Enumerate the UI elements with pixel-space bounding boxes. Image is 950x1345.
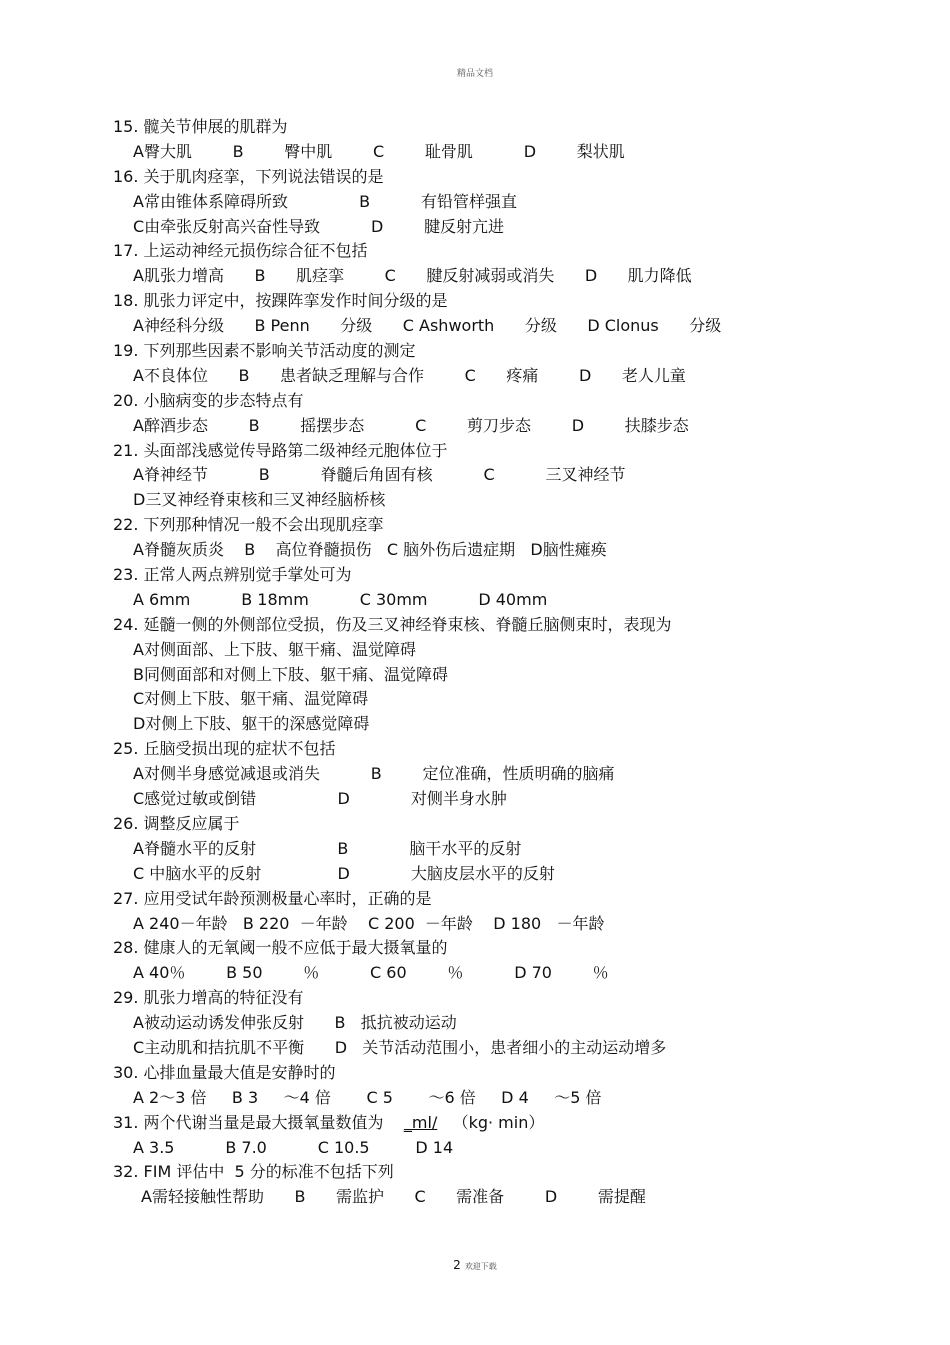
answer-options: D对侧上下肢、躯干的深感觉障碍 [133, 714, 370, 734]
answer-options: A被动运动诱发伸张反射 B 抵抗被动运动 [133, 1013, 457, 1033]
answer-blank: _ml/ [403, 1112, 438, 1132]
answer-options: A肌张力增高 B 肌痉挛 C 腱反射减弱或消失 D 肌力降低 [133, 266, 692, 286]
answer-options: A神经科分级 B Penn 分级 C Ashworth 分级 D Clonus 分级 [133, 316, 722, 336]
answer-options: A 40％ B 50 ％ C 60 ％ D 70 ％ [133, 963, 609, 983]
footer-note: 欢迎下载 [464, 1262, 497, 1271]
question-stem: 15. 髋关节伸展的肌群为 [113, 117, 288, 136]
answer-options: A 3.5 B 7.0 C 10.5 D 14 [133, 1137, 454, 1157]
answer-options: C感觉过敏或倒错 D 对侧半身水肿 [133, 789, 507, 809]
question-stem: 22. 下列那种情况一般不会出现肌痉挛 [113, 515, 384, 535]
answer-options: D三叉神经脊束核和三叉神经脑桥核 [133, 490, 386, 510]
answer-options: B同侧面部和对侧上下肢、躯干痛、温觉障碍 [133, 664, 448, 684]
page-number: 2 [453, 1258, 461, 1272]
question-stem: 27. 应用受试年龄预测极量心率时，正确的是 [113, 888, 432, 908]
question-stem: 21. 头面部浅感觉传导路第二级神经元胞体位于 [113, 440, 448, 460]
answer-options: A对侧半身感觉减退或消失 B 定位准确，性质明确的脑痛 [133, 764, 615, 784]
page-header: 精品文档 [456, 69, 493, 79]
question-stem: 28. 健康人的无氧阈一般不应低于最大摄氧量的 [113, 938, 448, 958]
answer-options: C 中脑水平的反射 D 大脑皮层水平的反射 [133, 863, 555, 883]
question-stem: 19. 下列那些因素不影响关节活动度的测定 [113, 341, 416, 361]
answer-options: C由牵张反射高兴奋性导致 D 腱反射亢进 [133, 216, 505, 236]
answer-options: A 2～3 倍 B 3 ～4 倍 C 5 ～6 倍 D 4 ～5 倍 [133, 1087, 602, 1107]
question-stem: 16. 关于肌肉痉挛，下列说法错误的是 [113, 166, 384, 186]
question-list [113, 115, 873, 1210]
answer-options: A脊髓水平的反射 B 脑干水平的反射 [133, 838, 522, 858]
answer-options: A常由锥体系障碍所致 B 有铅管样强直 [133, 191, 517, 211]
answer-options: A醉酒步态 B 摇摆步态 C 剪刀步态 D 扶膝步态 [133, 415, 689, 435]
answer-options: A脊神经节 B 脊髓后角固有核 C 三叉神经节 [133, 465, 626, 485]
question-stem: 29. 肌张力增高的特征没有 [113, 988, 304, 1008]
question-stem: 24. 延髓一侧的外侧部位受损，伤及三叉神经脊束核、脊髓丘脑侧束时，表现为 [113, 614, 672, 634]
answer-options: A不良体位 B 患者缺乏理解与合作 C 疼痛 D 老人儿童 [133, 365, 686, 385]
question-text: 31. 两个代谢当量是最大摄氧量数值为 [113, 1112, 404, 1132]
question-stem: 18. 肌张力评定中，按踝阵挛发作时间分级的是 [113, 291, 448, 311]
unit-text: （kg· min） [437, 1112, 545, 1132]
question-stem: 17. 上运动神经元损伤综合征不包括 [113, 241, 368, 261]
question-stem: 25. 丘脑受损出现的症状不包括 [113, 739, 336, 759]
answer-options: C主动肌和拮抗肌不平衡 D 关节活动范围小，患者细小的主动运动增多 [133, 1037, 667, 1057]
answer-options: C对侧上下肢、躯干痛、温觉障碍 [133, 689, 369, 709]
answer-options: A对侧面部、上下肢、躯干痛、温觉障碍 [133, 639, 416, 659]
question-stem: 20. 小脑病变的步态特点有 [113, 390, 304, 410]
answer-options: A需轻接触性帮助 B 需监护 C 需准备 D 需提醒 [141, 1187, 646, 1207]
answer-options: A臀大肌 B 臀中肌 C 耻骨肌 D 梨状肌 [133, 141, 625, 161]
question-stem: 32. FIM 评估中 5 分的标准不包括下列 [113, 1162, 394, 1182]
page-footer [0, 1258, 950, 1272]
answer-options: A 6mm B 18mm C 30mm D 40mm [133, 589, 548, 609]
answer-options: A脊髓灰质炎 B 高位脊髓损伤 C 脑外伤后遗症期 D脑性瘫痪 [133, 540, 607, 560]
question-stem: 23. 正常人两点辨别觉手掌处可为 [113, 565, 352, 585]
question-stem [113, 1111, 873, 1136]
answer-options: A 240－年龄 B 220 －年龄 C 200 －年龄 D 180 －年龄 [133, 913, 605, 933]
question-stem: 30. 心排血量最大值是安静时的 [113, 1062, 336, 1082]
question-stem: 26. 调整反应属于 [113, 813, 240, 833]
